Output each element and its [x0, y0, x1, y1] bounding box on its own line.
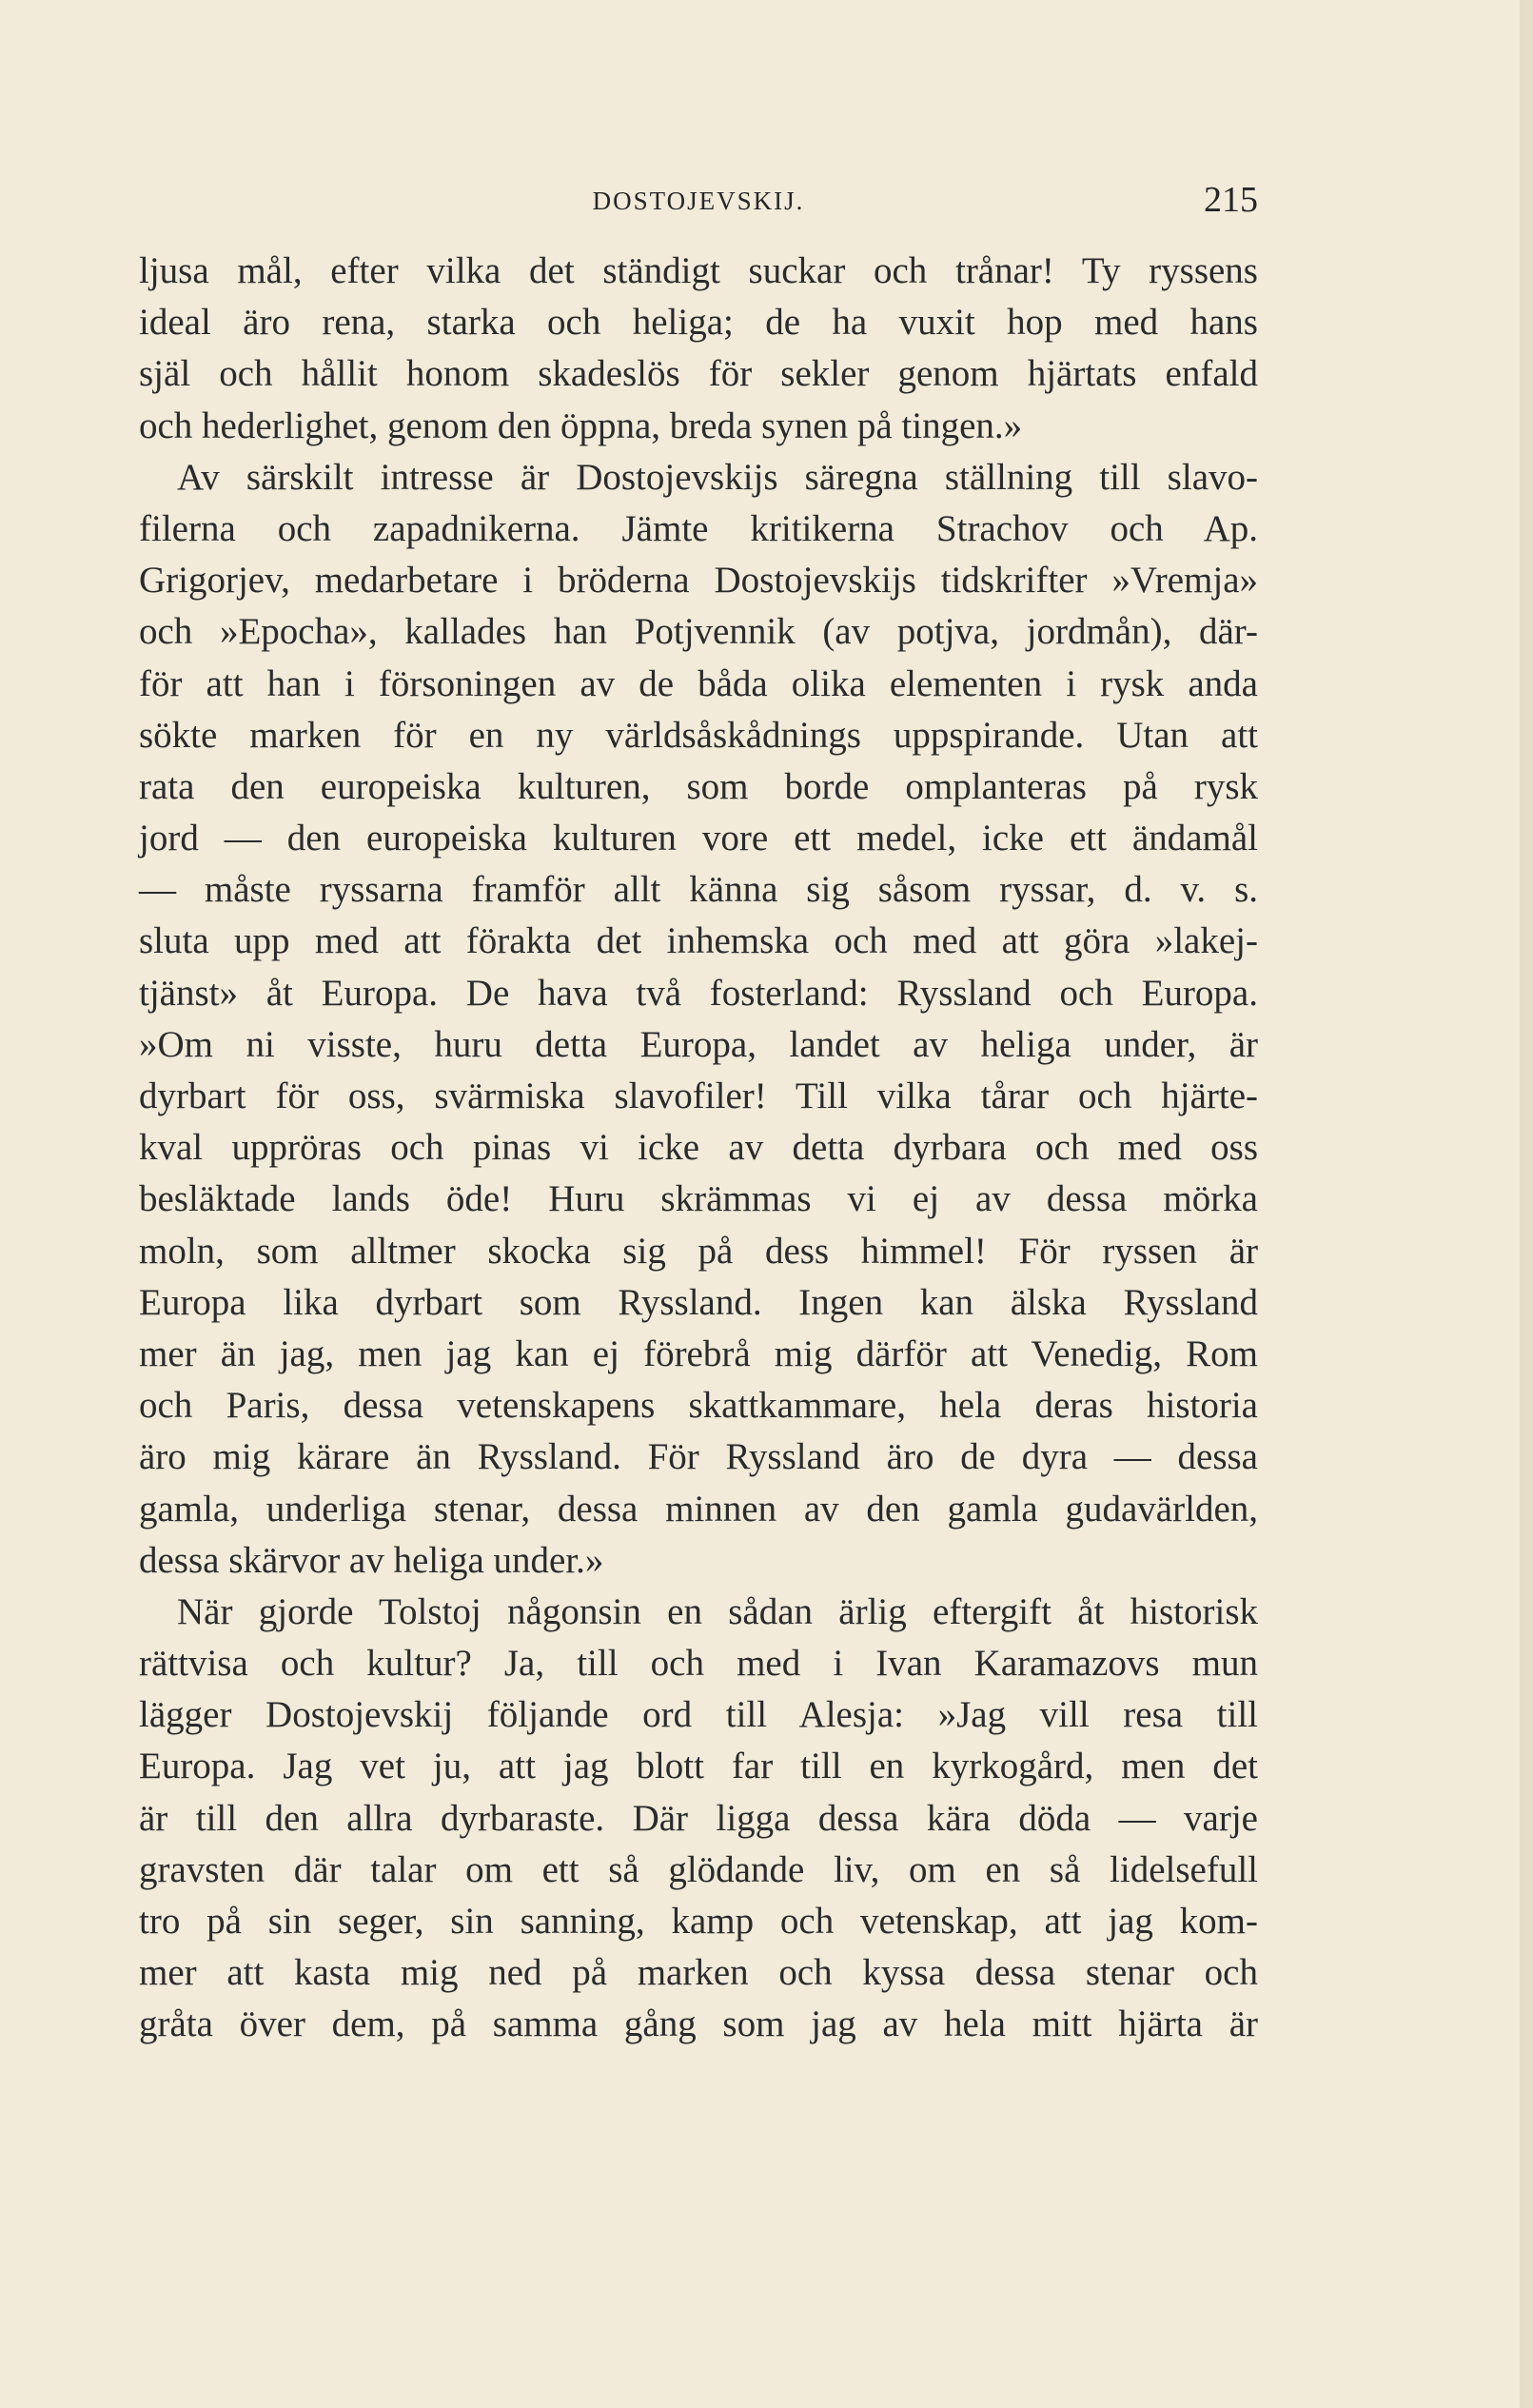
text-line: Europa. Jag vet ju, att jag blott far till en kyrkogård, men det [139, 1746, 1258, 1787]
text-line: jord — den europeiska kulturen vore ett medel, icke ett ändamål [139, 818, 1258, 859]
text-line: dessa skärvor av heliga under.» [139, 1539, 604, 1581]
text-line: tro på sin seger, sin sanning, kamp och vetenskap, att jag kom- [139, 1901, 1258, 1942]
text-line: gråta över dem, på samma gång som jag av hela mitt hjärta är [139, 2003, 1258, 2045]
body-text [139, 246, 1258, 2051]
page-number: 215 [1204, 180, 1258, 220]
text-line: och hederlighet, genom den öppna, breda synen på tingen.» [139, 405, 1023, 446]
text-line: äro mig kärare än Ryssland. För Ryssland äro de dyra — dessa [139, 1436, 1258, 1478]
text-line: gamla, underliga stenar, dessa minnen av den gamla gudavärlden, [139, 1488, 1258, 1530]
text-line: kval uppröras och pinas vi icke av detta dyrbara och med oss [139, 1127, 1258, 1169]
text-line: själ och hållit honom skadeslös för sekler genom hjärtats enfald [139, 353, 1258, 395]
text-line: gravsten där talar om ett så glödande liv, om en så lidelsefull [139, 1848, 1258, 1890]
text-line: — måste ryssarna framför allt känna sig såsom ryssar, d. v. s. [139, 869, 1258, 911]
paragraph [139, 1587, 1258, 2051]
text-line: »Om ni visste, huru detta Europa, landet av heliga under, är [139, 1023, 1258, 1065]
text-line: för att han i försoningen av de båda olika elementen i rysk anda [139, 662, 1258, 704]
text-line: Grigorjev, medarbetare i bröderna Dostojevskijs tidskrifter »Vremja» [139, 560, 1258, 602]
text-line: mer än jag, men jag kan ej förebrå mig därför att Venedig, Rom [139, 1332, 1258, 1374]
text-line: filerna och zapadnikerna. Jämte kritikerna Strachov och Ap. [139, 507, 1258, 549]
text-line: rata den europeiska kulturen, som borde omplanteras på rysk [139, 765, 1258, 807]
running-head: DOSTOJEVSKIJ. [592, 187, 805, 215]
text-line: sluta upp med att förakta det inhemska och med att göra »lakej- [139, 920, 1258, 962]
text-line: moln, som alltmer skocka sig på dess himmel! För ryssen är [139, 1230, 1258, 1272]
page-edge [1520, 0, 1533, 2408]
text-line: När gjorde Tolstoj någonsin en sådan ärlig eftergift åt historisk [177, 1590, 1258, 1632]
text-line: rättvisa och kultur? Ja, till och med i Ivan Karamazovs mun [139, 1643, 1258, 1685]
page-header [139, 179, 1258, 227]
text-line: mer att kasta mig ned på marken och kyssa dessa stenar och [139, 1952, 1258, 1994]
text-line: sökte marken för en ny världsåskådnings uppspirande. Utan att [139, 714, 1258, 756]
text-line: dyrbart för oss, svärmiska slavofiler! Till vilka tårar och hjärte- [139, 1076, 1258, 1116]
text-line: är till den allra dyrbaraste. Där ligga dessa kära döda — varje [139, 1797, 1258, 1839]
text-line: och Paris, dessa vetenskapens skattkammare, hela deras historia [139, 1385, 1258, 1427]
text-line: Av särskilt intresse är Dostojevskijs säregna ställning till slavo- [177, 456, 1258, 498]
text-line: besläktade lands öde! Huru skrämmas vi ej av dessa mörka [139, 1178, 1258, 1220]
text-line: ideal äro rena, starka och heliga; de ha vuxit hop med hans [139, 302, 1258, 344]
text-line: tjänst» åt Europa. De hava två fosterland: Ryssland och Europa. [139, 972, 1258, 1014]
paragraph [139, 452, 1258, 1587]
paragraph [139, 246, 1258, 452]
text-line: Europa lika dyrbart som Ryssland. Ingen kan älska Ryssland [139, 1281, 1258, 1323]
text-line: lägger Dostojevskij följande ord till Alesja: »Jag vill resa till [139, 1694, 1258, 1736]
text-line: och »Epocha», kallades han Potjvennik (av potjva, jordmån), där- [139, 611, 1258, 653]
text-line: ljusa mål, efter vilka det ständigt suckar och trånar! Ty ryssens [139, 250, 1258, 291]
